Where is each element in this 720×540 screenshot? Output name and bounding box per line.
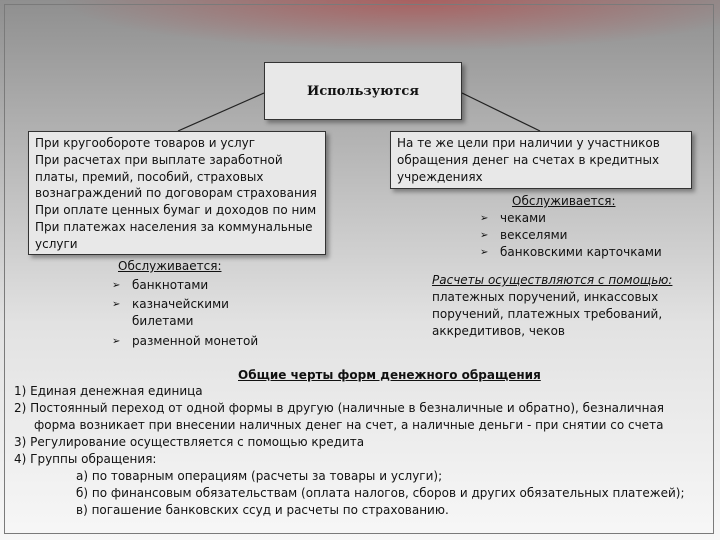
list-item-label: казначейскими	[132, 297, 229, 311]
right-box-line: учреждениях	[397, 170, 483, 184]
connector-right	[462, 93, 540, 131]
right-served-heading: Обслуживается:	[512, 194, 616, 208]
left-served-block	[112, 258, 259, 350]
common-line: 4) Группы обращения:	[14, 452, 157, 466]
settlements-line: поручений, платежных требований,	[432, 307, 663, 321]
left-box-line: При кругообороте товаров и услуг	[35, 136, 256, 150]
list-item-label: билетами	[132, 314, 194, 328]
list-item	[480, 210, 662, 227]
left-box-line: При расчетах при выплате заработной	[35, 152, 283, 167]
settlements-line: платежных поручений, инкассовых	[432, 290, 659, 304]
common-line: 1) Единая денежная единица	[14, 384, 203, 398]
arrow-bullet-icon: ➢	[480, 230, 489, 241]
settlements-line: аккредитивов, чеков	[432, 324, 565, 338]
left-box-line: услуги	[35, 236, 78, 251]
arrow-bullet-icon: ➢	[112, 280, 121, 291]
list-item-label: векселями	[500, 228, 568, 242]
common-line: б) по финансовым обязательствам (оплата налогов, сборов и других обязательных платежей);	[76, 486, 685, 500]
list-item-label: разменной монетой	[132, 334, 259, 348]
top-box	[264, 62, 462, 120]
list-item-label: банковскими карточками	[500, 245, 662, 259]
right-box-line: На те же цели при наличии у участников	[397, 136, 660, 150]
list-item	[480, 244, 662, 261]
left-box-line: вознаграждений по договорам страхования	[35, 186, 317, 201]
left-box-line: платы, премий, пособий, страховых	[35, 169, 264, 184]
common-line: а) по товарным операциям (расчеты за товары и услуги);	[76, 469, 443, 483]
arrow-bullet-icon: ➢	[480, 213, 489, 224]
left-served-heading: Обслуживается:	[118, 259, 222, 273]
common-heading	[238, 367, 541, 384]
right-box-line: обращения денег на счетах в кредитных	[397, 153, 660, 167]
left-box-line: При оплате ценных бумаг и доходов по ним	[35, 203, 317, 218]
right-box	[390, 131, 692, 189]
common-heading-label: Общие черты форм денежного обращения	[238, 368, 541, 382]
connector-left	[178, 93, 264, 131]
left-box-line: При платежах населения за коммунальные	[35, 219, 313, 234]
arrow-bullet-icon: ➢	[112, 336, 121, 347]
list-item	[112, 277, 258, 294]
list-item-label: чеками	[500, 211, 546, 225]
common-list	[14, 383, 714, 519]
arrow-bullet-icon: ➢	[480, 247, 489, 258]
arrow-bullet-icon: ➢	[112, 299, 121, 310]
common-line: форма возникает при внесении наличных денег на счет, а наличные деньги - при снятии со счета	[34, 418, 664, 432]
common-line: 3) Регулирование осуществляется с помощью кредита	[14, 435, 365, 449]
list-item-label: банкнотами	[132, 278, 209, 292]
settlements-block	[432, 272, 672, 340]
right-served-block	[480, 193, 662, 261]
common-line: 2) Постоянный переход от одной формы в другую (наличные в безналичные и обратно), безналичная	[14, 401, 665, 415]
settlements-heading: Расчеты осуществляются с помощью:	[432, 273, 673, 287]
top-box-label: Используются	[307, 83, 419, 99]
list-item	[112, 296, 258, 330]
left-box	[28, 131, 326, 255]
list-item	[480, 227, 662, 244]
common-line: в) погашение банковских ссуд и расчеты по страхованию.	[76, 503, 449, 517]
list-item	[112, 333, 258, 350]
